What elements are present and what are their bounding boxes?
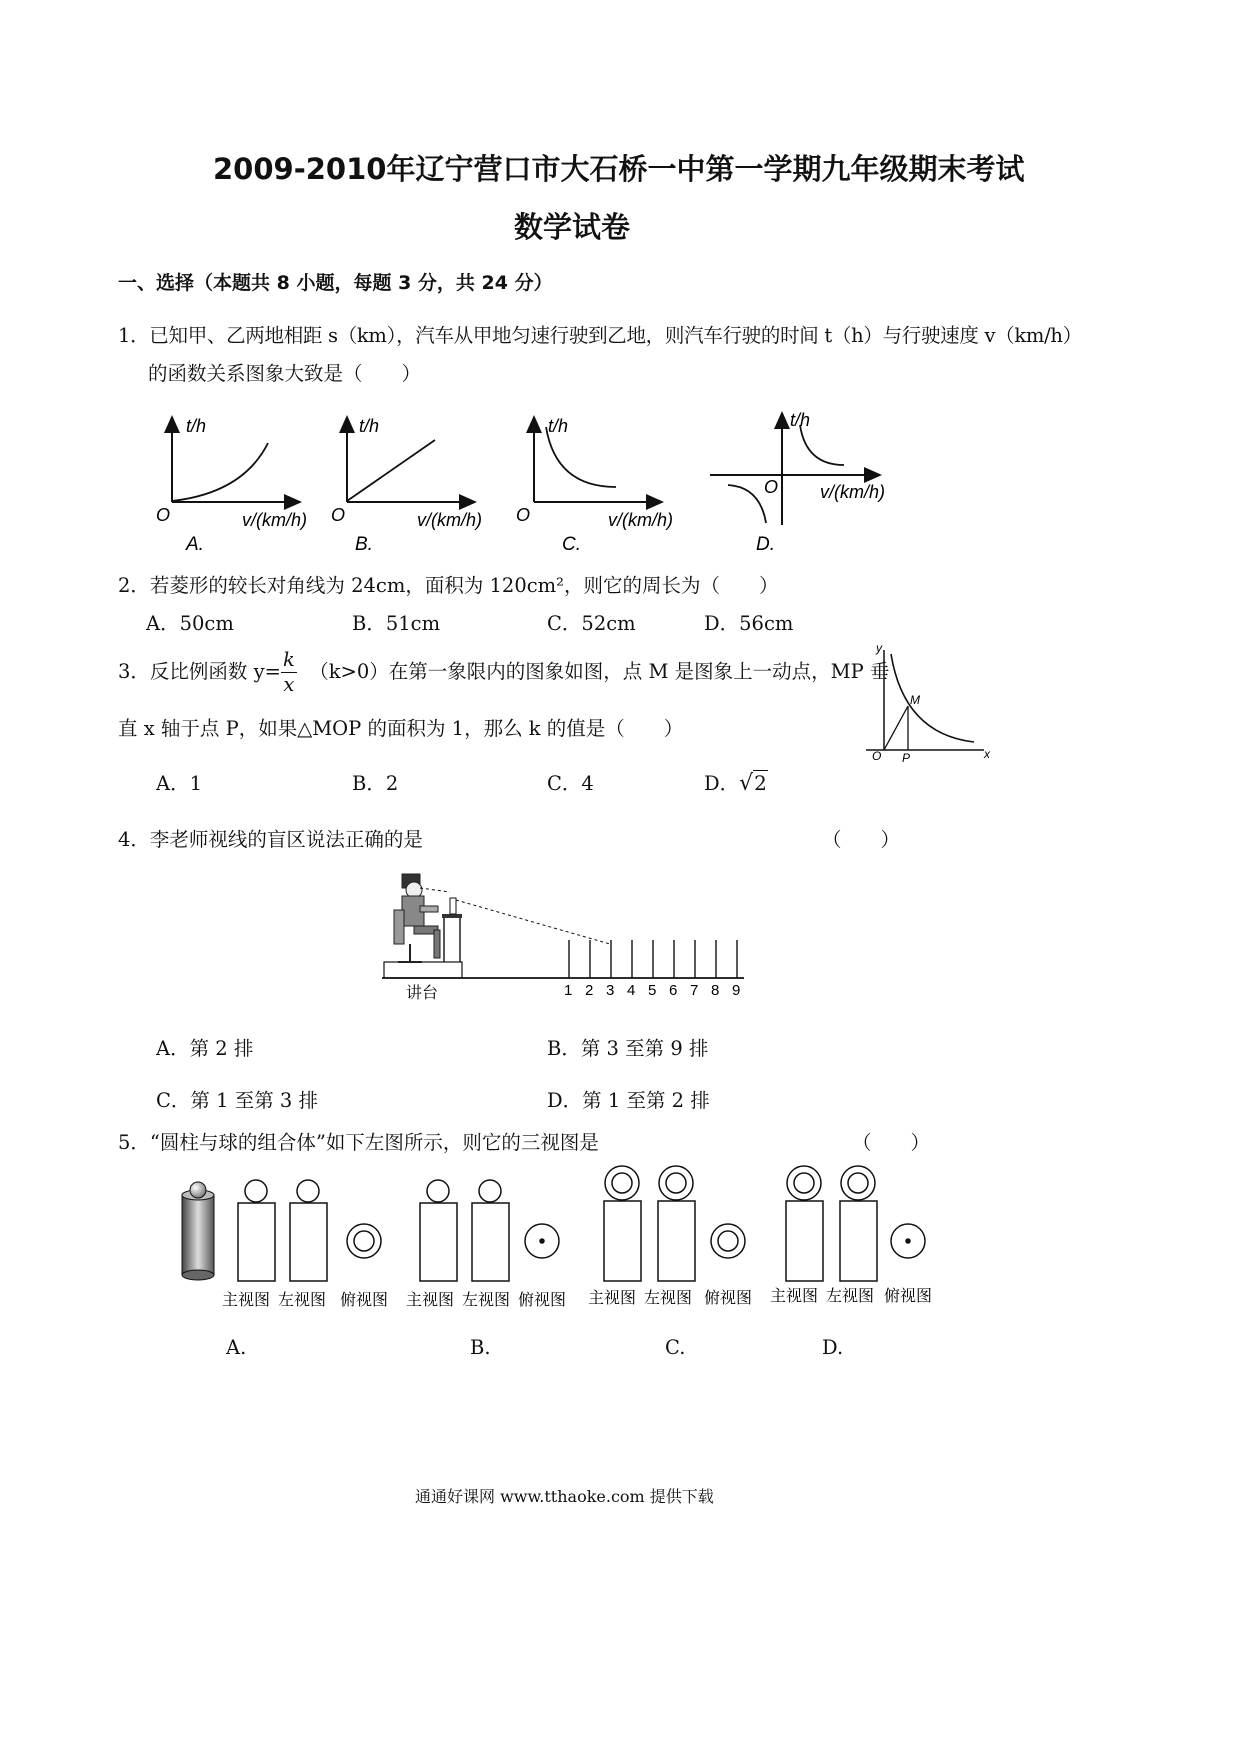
- fig3-origin: O: [872, 749, 882, 763]
- question-5-option-d: D.: [822, 1336, 844, 1359]
- question-4-option-b: B．第 3 至第 9 排: [547, 1037, 709, 1060]
- option-c-views: [604, 1166, 745, 1281]
- graph-d-x-label: v/(km/h): [820, 482, 885, 502]
- graph-c-x-label: v/(km/h): [608, 510, 673, 530]
- question-3-suffix: （k>0）在第一象限内的图象如图，点 M 是图象上一动点，MP 垂: [309, 660, 890, 683]
- question-3-prefix: 3．反比例函数 y=: [118, 660, 281, 683]
- graph-c-origin: O: [516, 505, 531, 525]
- label-top-c: 俯视图: [704, 1290, 753, 1307]
- graph-c-caption: C.: [562, 534, 581, 555]
- graph-a-x-label: v/(km/h): [242, 510, 307, 530]
- row-label-9: 9: [732, 982, 741, 999]
- question-3-option-d: [704, 768, 768, 796]
- label-side-c: 左视图: [644, 1290, 693, 1307]
- teacher-figure: [394, 874, 440, 962]
- podium-label: 讲台: [406, 985, 439, 1000]
- question-3-option-a: A．1: [156, 772, 202, 795]
- label-front-a: 主视图: [222, 1292, 271, 1309]
- question-2-option-b: B．51cm: [352, 612, 441, 635]
- question-5-option-c: C.: [665, 1336, 686, 1359]
- option-a-views: [238, 1180, 381, 1281]
- label-front-c: 主视图: [588, 1290, 637, 1307]
- question-5-bracket: （ ）: [852, 1131, 931, 1154]
- label-top-b: 俯视图: [518, 1292, 567, 1309]
- fig3-point-m: M: [910, 693, 920, 707]
- question-3-figure: [856, 642, 996, 767]
- label-side-a: 左视图: [278, 1292, 327, 1309]
- graph-b: [331, 416, 482, 555]
- question-1-graphs: [148, 405, 928, 565]
- page-footer: 通通好课网 www.tthaoke.com 提供下载: [415, 1487, 714, 1506]
- cylinder-sphere-solid: [182, 1182, 214, 1280]
- row-label-6: 6: [669, 982, 678, 999]
- exam-title: 2009-2010年辽宁营口市大石桥一中第一学期九年级期末考试: [213, 152, 1025, 186]
- question-2-option-d: D．56cm: [704, 612, 794, 635]
- option-b-views: [420, 1180, 559, 1281]
- graph-b-origin: O: [331, 505, 346, 525]
- exam-subtitle: 数学试卷: [514, 210, 631, 244]
- graph-a-caption: A.: [186, 534, 204, 555]
- question-5-figure: [172, 1165, 952, 1315]
- sqrt-radicand: 2: [754, 771, 767, 795]
- row-label-7: 7: [690, 982, 699, 999]
- question-1-line-1: 1．已知甲、乙两地相距 s（km），汽车从甲地匀速行驶到乙地，则汽车行驶的时间 t（h）与行驶速度 v（km/h）: [118, 324, 1082, 347]
- row-label-4: 4: [627, 982, 636, 999]
- teacher-desk: [442, 898, 462, 962]
- option-d-views: [786, 1166, 925, 1281]
- question-2-option-c: C．52cm: [547, 612, 636, 635]
- graph-c: [516, 416, 673, 555]
- podium: [384, 962, 462, 978]
- fig3-point-p: P: [902, 751, 911, 765]
- view-labels: [222, 1287, 932, 1309]
- graph-a-y-label: t/h: [186, 416, 207, 436]
- graph-d-y-label: t/h: [790, 410, 811, 430]
- graph-b-caption: B.: [355, 534, 373, 555]
- question-5-option-a: A.: [226, 1336, 247, 1359]
- question-5: 5．“圆柱与球的组合体”如下左图所示，则它的三视图是: [118, 1131, 599, 1154]
- row-label-8: 8: [711, 982, 720, 999]
- sqrt-symbol: √: [739, 771, 754, 796]
- question-4: 4．李老师视线的盲区说法正确的是: [118, 828, 423, 851]
- row-label-3: 3: [606, 982, 615, 999]
- question-2: 2．若菱形的较长对角线为 24cm，面积为 120cm²，则它的周长为（ ）: [118, 574, 779, 597]
- sight-line: [420, 888, 450, 892]
- row-markers: [569, 940, 737, 978]
- graph-b-y-label: t/h: [359, 416, 380, 436]
- graph-d-caption: D.: [756, 534, 775, 555]
- sight-line-extended: [456, 900, 610, 944]
- label-top-a: 俯视图: [340, 1292, 389, 1309]
- label-top-d: 俯视图: [884, 1288, 933, 1305]
- question-3-line-1: [118, 648, 889, 697]
- fraction-numerator: k: [282, 648, 295, 671]
- graph-d: [710, 410, 885, 555]
- graph-c-y-label: t/h: [548, 416, 569, 436]
- graph-a: [156, 416, 307, 555]
- row-label-1: 1: [564, 982, 573, 999]
- fraction-denominator: x: [283, 673, 295, 696]
- label-side-b: 左视图: [462, 1292, 511, 1309]
- question-1-line-2: 的函数关系图象大致是（ ）: [148, 362, 422, 385]
- label-front-d: 主视图: [770, 1288, 819, 1305]
- section-heading: 一、选择（本题共 8 小题，每题 3 分，共 24 分）: [118, 272, 553, 294]
- fig3-y-label: y: [876, 642, 882, 655]
- row-label-2: 2: [585, 982, 594, 999]
- question-4-option-a: A．第 2 排: [156, 1037, 254, 1060]
- question-5-option-b: B.: [470, 1336, 491, 1359]
- question-4-figure: [380, 870, 750, 1000]
- graph-d-origin: O: [764, 477, 779, 497]
- question-3-line-2: 直 x 轴于点 P，如果△MOP 的面积为 1，那么 k 的值是（ ）: [118, 717, 684, 740]
- question-2-option-a: A．50cm: [146, 612, 234, 635]
- question-3-option-b: B．2: [352, 772, 399, 795]
- graph-a-origin: O: [156, 505, 171, 525]
- question-4-option-c: C．第 1 至第 3 排: [156, 1089, 319, 1112]
- label-front-b: 主视图: [406, 1292, 455, 1309]
- fig3-x-label: x: [984, 747, 990, 761]
- option-d-label: D．: [704, 772, 740, 795]
- question-4-bracket: （ ）: [822, 828, 901, 851]
- question-3-fraction: [281, 648, 297, 697]
- graph-b-x-label: v/(km/h): [417, 510, 482, 530]
- question-4-option-d: D．第 1 至第 2 排: [547, 1089, 710, 1112]
- label-side-d: 左视图: [826, 1288, 875, 1305]
- row-label-5: 5: [648, 982, 657, 999]
- question-3-option-c: C．4: [547, 772, 594, 795]
